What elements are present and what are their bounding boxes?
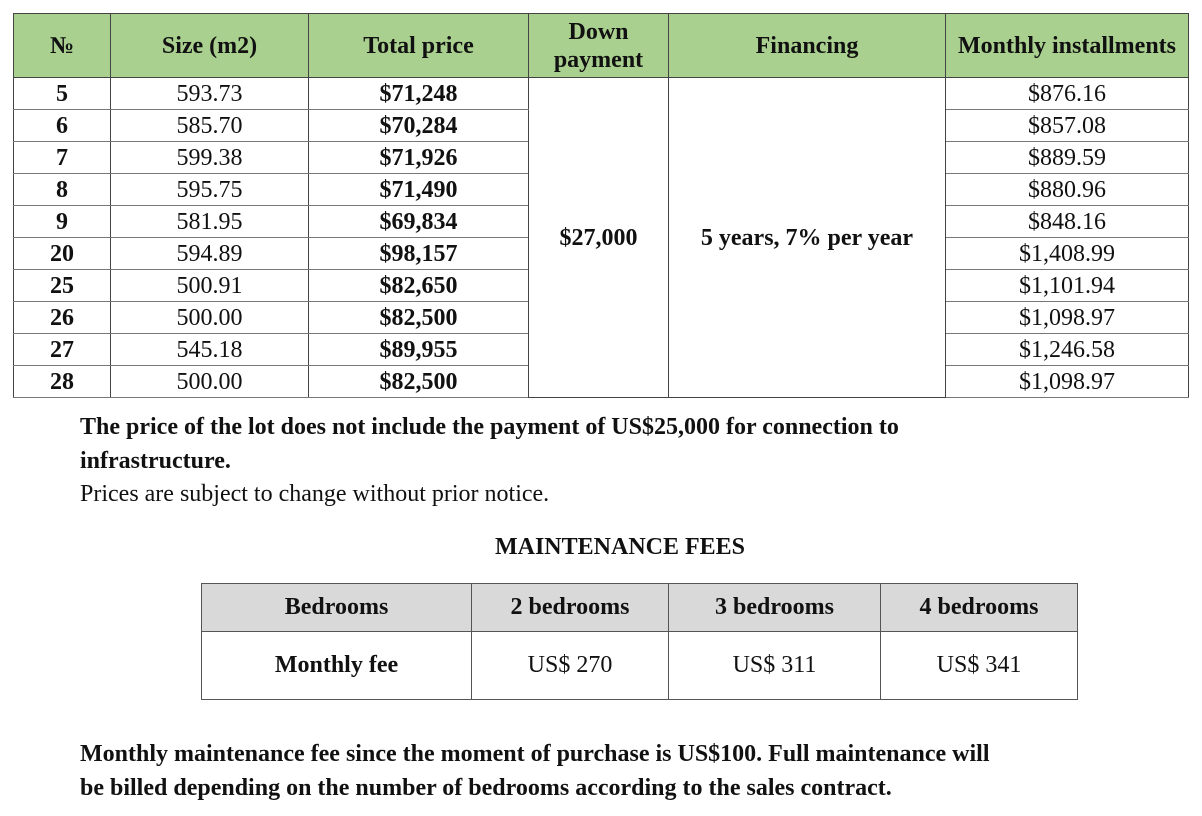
fees-header-4br: 4 bedrooms <box>881 584 1078 632</box>
financing: 5 years, 7% per year <box>669 78 946 398</box>
lot-total-price: $98,157 <box>309 238 529 270</box>
lot-size: 585.70 <box>111 110 309 142</box>
lot-monthly-installment: $857.08 <box>946 110 1189 142</box>
maintenance-fees-table <box>201 583 1078 700</box>
header-financing: Financing <box>669 14 946 78</box>
lot-number: 27 <box>14 334 111 366</box>
lot-total-price: $89,955 <box>309 334 529 366</box>
lot-size: 581.95 <box>111 206 309 238</box>
lot-size: 545.18 <box>111 334 309 366</box>
lot-monthly-installment: $1,098.97 <box>946 366 1189 398</box>
note-line-2: infrastructure. <box>80 448 231 474</box>
lot-number: 28 <box>14 366 111 398</box>
lot-size: 500.91 <box>111 270 309 302</box>
fee-2br: US$ 270 <box>472 632 669 700</box>
lot-monthly-installment: $848.16 <box>946 206 1189 238</box>
lot-number: 8 <box>14 174 111 206</box>
lot-number: 5 <box>14 78 111 110</box>
fees-header-3br: 3 bedrooms <box>669 584 881 632</box>
table-header-row <box>14 14 1189 78</box>
lot-monthly-installment: $1,098.97 <box>946 302 1189 334</box>
fees-row <box>202 632 1078 700</box>
header-number: № <box>14 14 111 78</box>
lot-monthly-installment: $876.16 <box>946 78 1189 110</box>
lot-total-price: $71,248 <box>309 78 529 110</box>
note-line-1: The price of the lot does not include the payment of US$25,000 for connection to <box>80 414 899 440</box>
fees-header-bedrooms: Bedrooms <box>202 584 472 632</box>
maintenance-title: MAINTENANCE FEES <box>494 534 746 560</box>
lot-total-price: $70,284 <box>309 110 529 142</box>
header-down-payment: Down payment <box>529 14 669 78</box>
header-size: Size (m2) <box>111 14 309 78</box>
footer-line-1: Monthly maintenance fee since the moment of purchase is US$100. Full maintenance will <box>80 741 990 767</box>
lots-price-table <box>13 13 1189 398</box>
lot-monthly-installment: $1,246.58 <box>946 334 1189 366</box>
lot-monthly-installment: $1,101.94 <box>946 270 1189 302</box>
down-payment: $27,000 <box>529 78 669 398</box>
lot-total-price: $71,926 <box>309 142 529 174</box>
fee-3br: US$ 311 <box>669 632 881 700</box>
lot-size: 500.00 <box>111 366 309 398</box>
lot-monthly-installment: $1,408.99 <box>946 238 1189 270</box>
fees-header-row <box>202 584 1078 632</box>
lot-monthly-installment: $889.59 <box>946 142 1189 174</box>
lot-total-price: $71,490 <box>309 174 529 206</box>
fees-header-2br: 2 bedrooms <box>472 584 669 632</box>
lot-size: 593.73 <box>111 78 309 110</box>
note-line-3: Prices are subject to change without prior notice. <box>80 481 550 507</box>
fees-row-label: Monthly fee <box>202 632 472 700</box>
lot-total-price: $82,500 <box>309 302 529 334</box>
header-total-price: Total price <box>309 14 529 78</box>
footer-line-2: be billed depending on the number of bedrooms according to the sales contract. <box>80 775 892 801</box>
lot-monthly-installment: $880.96 <box>946 174 1189 206</box>
lot-number: 25 <box>14 270 111 302</box>
lot-number: 26 <box>14 302 111 334</box>
lot-number: 6 <box>14 110 111 142</box>
lot-number: 9 <box>14 206 111 238</box>
fee-4br: US$ 341 <box>881 632 1078 700</box>
lot-number: 7 <box>14 142 111 174</box>
lot-total-price: $82,650 <box>309 270 529 302</box>
lot-number: 20 <box>14 238 111 270</box>
lot-size: 599.38 <box>111 142 309 174</box>
lot-size: 595.75 <box>111 174 309 206</box>
lot-total-price: $69,834 <box>309 206 529 238</box>
table-row <box>14 78 1189 110</box>
header-monthly-installments: Monthly installments <box>946 14 1189 78</box>
lot-size: 594.89 <box>111 238 309 270</box>
lot-total-price: $82,500 <box>309 366 529 398</box>
lot-size: 500.00 <box>111 302 309 334</box>
